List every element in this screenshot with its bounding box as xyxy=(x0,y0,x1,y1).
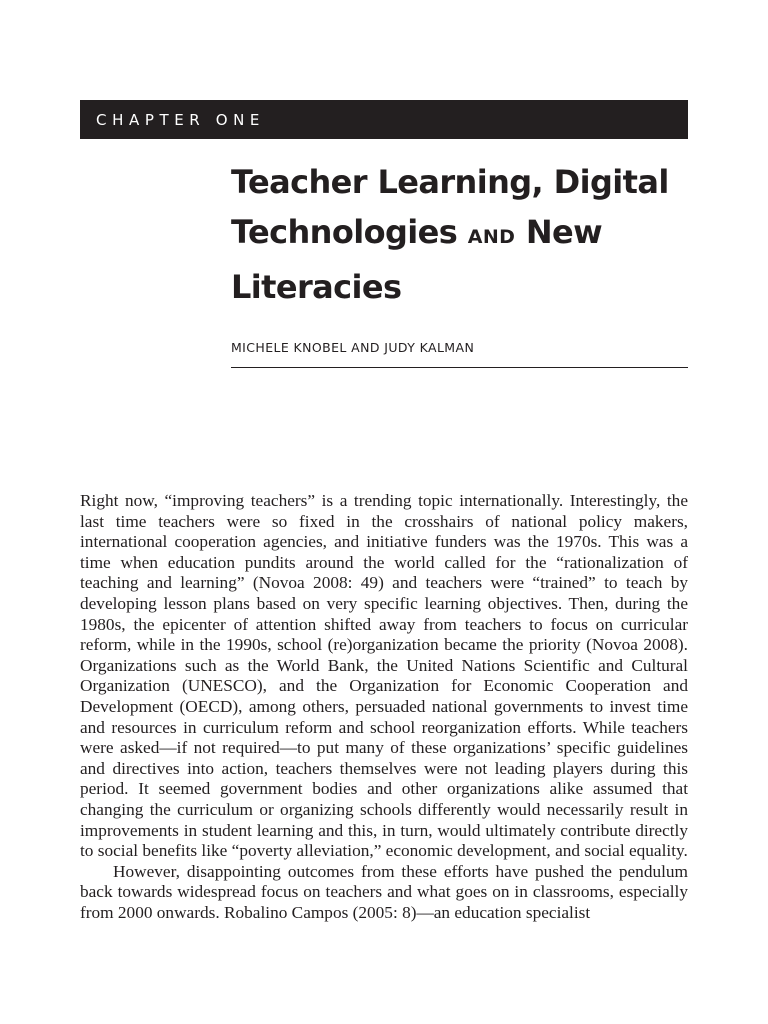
body-text xyxy=(80,491,688,923)
chapter-title-line-2-end: New xyxy=(525,213,603,251)
chapter-title-line-1: Teacher Learning, Digital xyxy=(231,163,669,201)
chapter-title-line-2-start: Technologies xyxy=(231,213,458,251)
body-paragraph-1: Right now, “improving teachers” is a trending topic internationally. Interestingly, the last time teachers were so fixed in the crosshairs of national policy makers, international cooperation agencies, and initiative funders was the 1970s. This was a time when education pundits around the world called for the “rationalization of teaching and learning” (Novoa 2008: 49) and teachers were “trained” to teach by developing lesson plans based on very specific learning objectives. Then, during the 1980s, the epicenter of attention shifted away from teachers to focus on curricular reform, while in the 1990s, school (re)organization became the priority (Novoa 2008). Organizations such as the World Bank, the United Nations Scientific and Cultural Organization (UNESCO), and the Organization for Economic Cooperation and Development (OECD), among others, persuaded national governments to invest time and resources in curriculum reform and school reorganization efforts. While teachers were asked—if not required—to put many of these organizations’ specific guidelines and directives into action, teachers themselves were not leading players during this period. It seemed government bodies and other organizations alike assumed that changing the curriculum or organizing schools differently would necessarily result in improvements in student learning and this, in turn, would ultimately contribute directly to social benefits like “poverty alleviation,” economic development, and social equality. xyxy=(80,491,688,861)
chapter-label: CHAPTER ONE xyxy=(96,110,265,129)
chapter-header-bar xyxy=(80,100,688,139)
chapter-title-conjunction: AND xyxy=(467,226,516,248)
body-paragraph-2: However, disappointing outcomes from these efforts have pushed the pendulum back towards widespread focus on teachers and what goes on in classrooms, especially from 2000 onwards. Robalino Campos (2005: 8)—an education specialist xyxy=(80,861,688,922)
author-divider xyxy=(231,367,688,368)
chapter-title xyxy=(231,157,691,312)
chapter-title-line-3: Literacies xyxy=(231,268,402,306)
chapter-authors: MICHELE KNOBEL AND JUDY KALMAN xyxy=(231,340,475,355)
